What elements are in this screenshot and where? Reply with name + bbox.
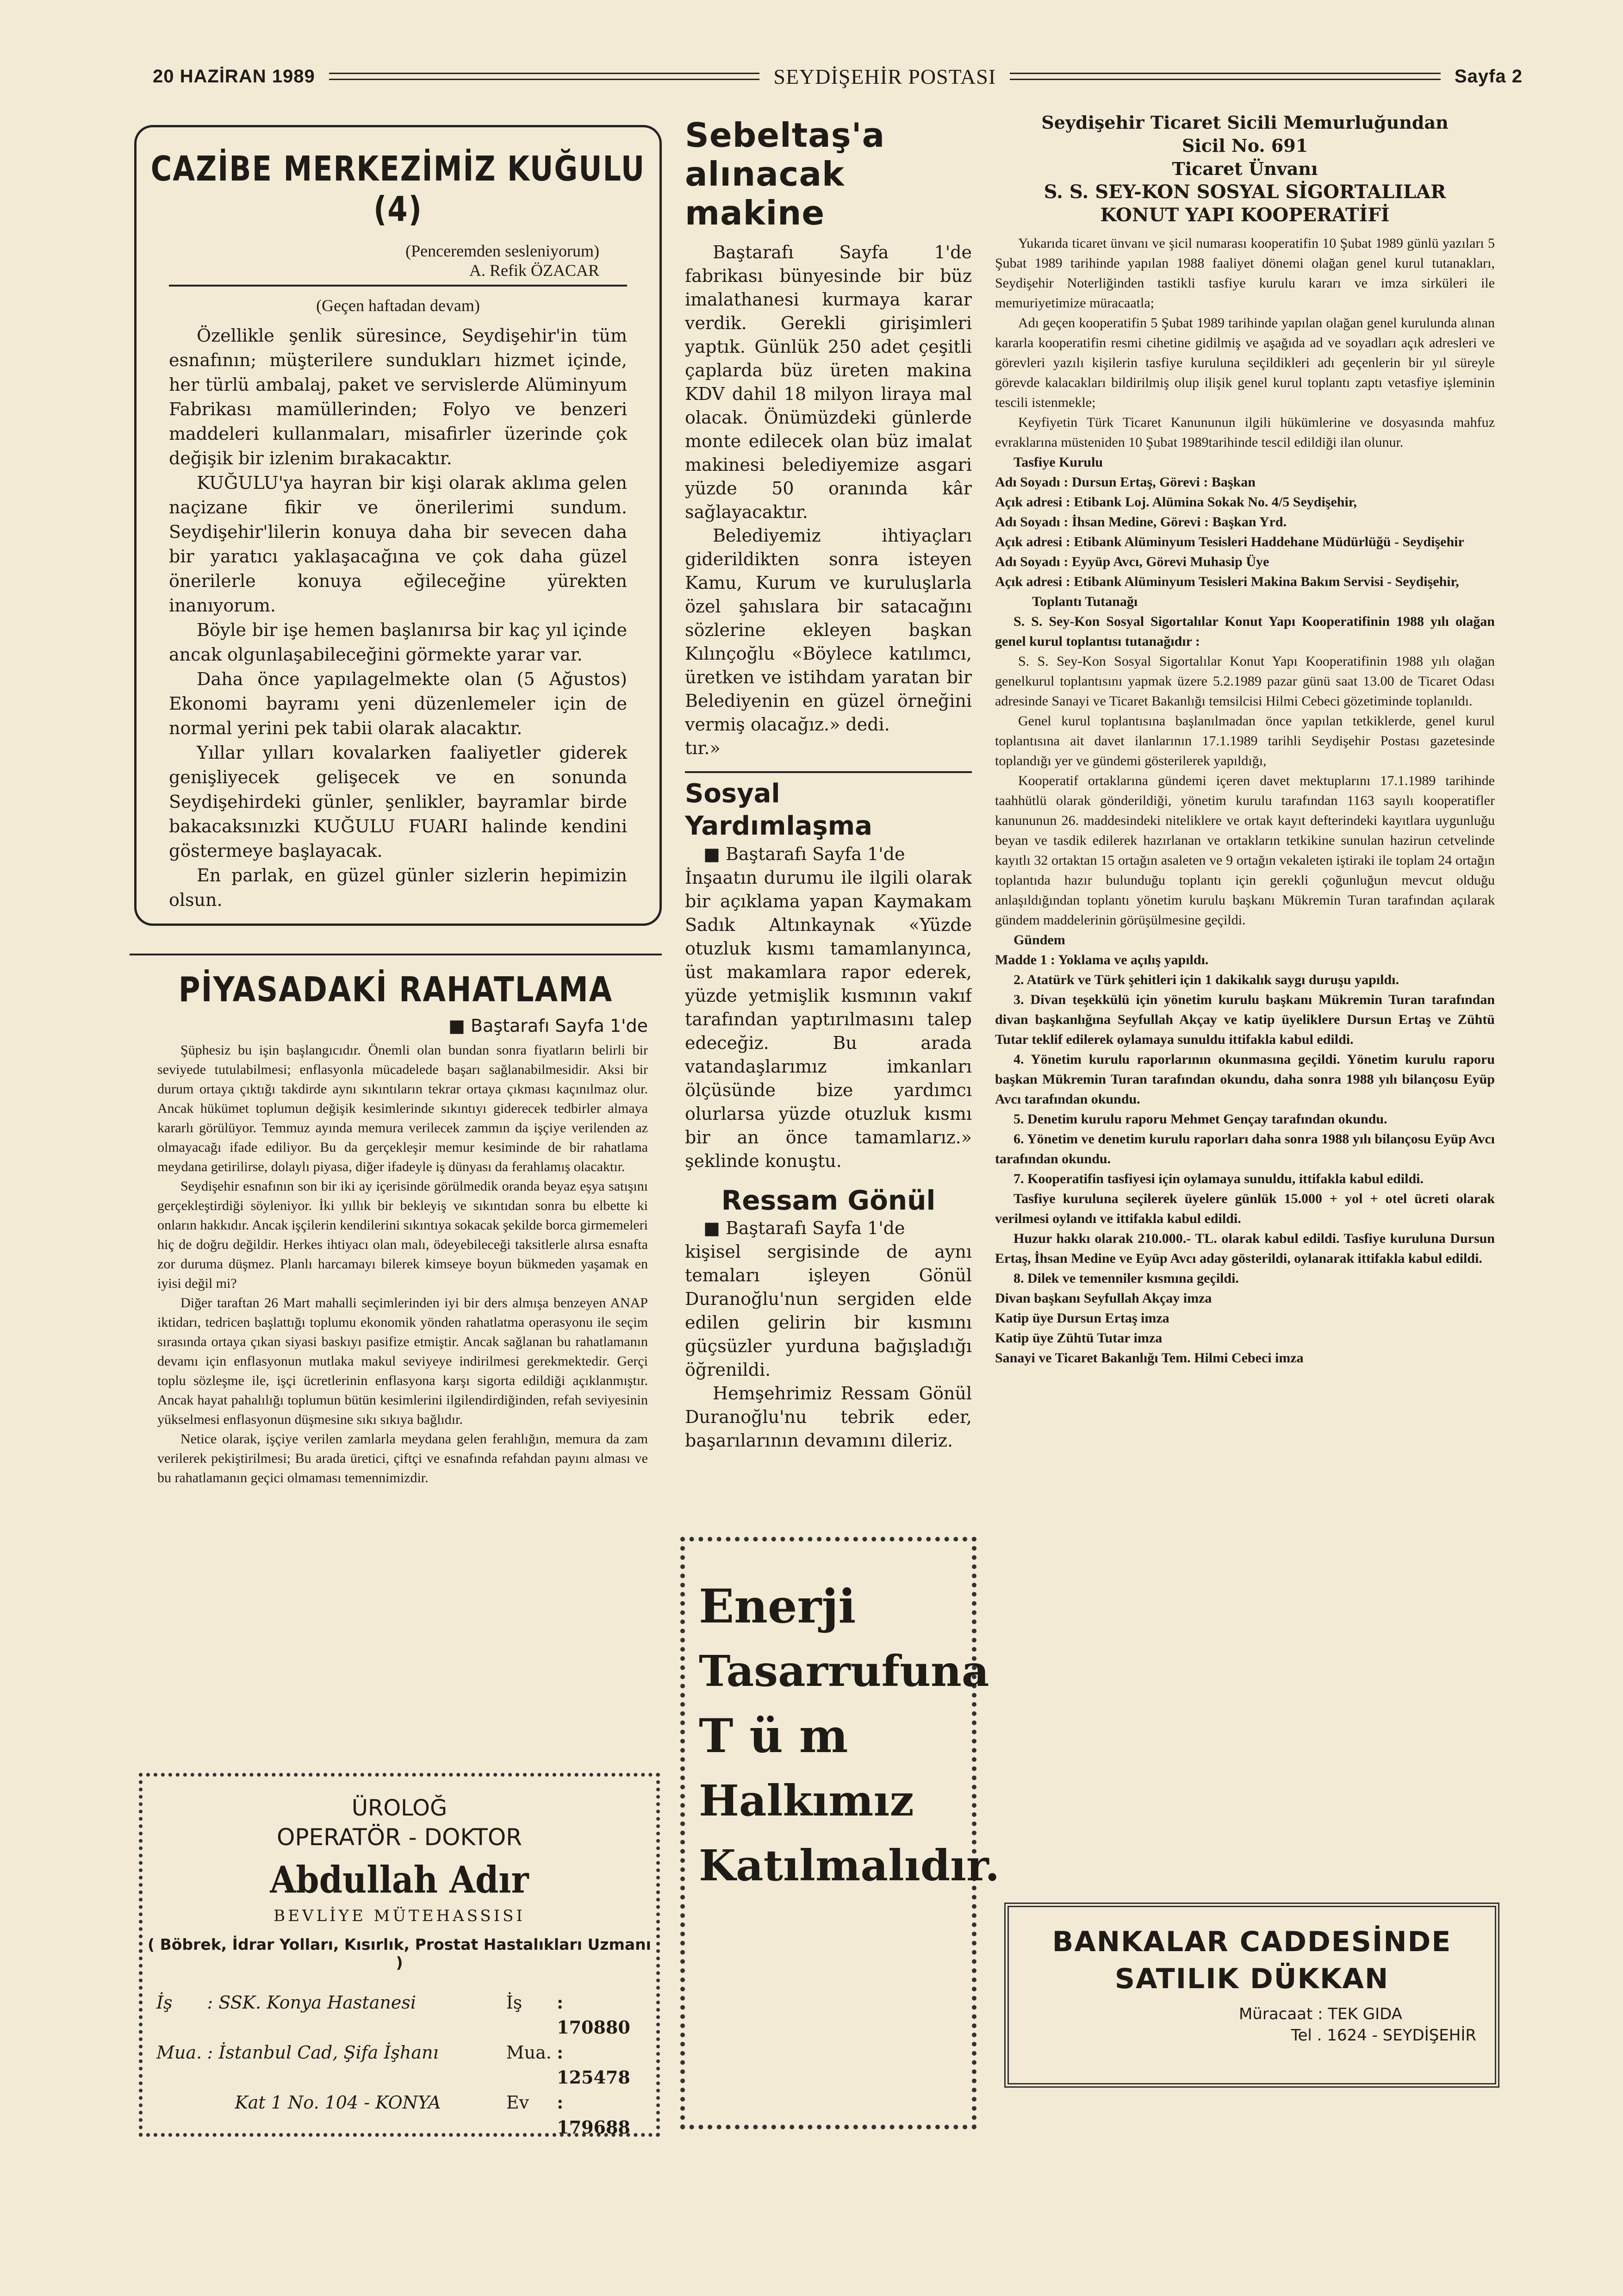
sosyal-body: ■ Baştarafı Sayfa 1'de İnşaatın durumu ile ilgili olarak bir açıklama yapan Kaymakam Sadık Altınkaynak «Yüzde otuzluk kısmı tamamlanyınca, üst makamlara rapor ederek, yüzde yetmişlik kısmının vakıf tarafından yaptırılmasını talep edeceğiz. Bu arada vatandaşlarımız imkanları ölçüsünde bize yardımcı olurlarsa yüzde otuzluk kısmı bir an önce tamamlarız.» şeklinde konuştu.: [685, 842, 972, 1173]
registry-title-3: Ticaret Ünvanı: [1172, 158, 1318, 179]
page-header: [153, 60, 1523, 93]
paragraph: Yıllar yılları kovalarken faaliyetler giderek genişliyecek gelişecek ve en sonunda Seydişehirdeki günler, şenlikler, bayramlar birde bakacaksınızki KUĞULU FUARI halinde kendini göstermeye başlayacak.: [169, 742, 627, 861]
cazibe-continued: (Geçen haftadan devam): [316, 296, 480, 315]
bold-line: Açık adresi : Etibank Loj. Alümina Sokak No. 4/5 Seydişehir,: [995, 494, 1357, 510]
paragraph: Baştarafı Sayfa 1'de fabrikası bünyesinde bir büz imalathanesi kurmaya karar verdik. Gerekli girişimleri yaptık. Günlük 250 adet çeşitli çaplarda büz üreten makina KDV dahil 18 milyon liraya mal olacak. Önümüzdeki günlerde monte edilecek olan büz imalat makinesi belediyemize asgari yüzde 50 oranında kâr sağlayacaktır.: [685, 242, 972, 522]
bold-line: Toplantı Tutanağı: [1032, 594, 1138, 609]
issue-date: 20 HAZİRAN 1989: [153, 66, 315, 87]
registry-body: [995, 233, 1495, 1368]
registry-title-2: Sicil No. 691: [1181, 135, 1308, 156]
contact-row: İş : SSK. Konya Hastanesi İş : 170880: [156, 1992, 630, 2038]
sosyal-title: Sosyal Yardımlaşma: [685, 779, 872, 841]
paragraph: S. S. Sey-Kon Sosyal Sigortalılar Konut Yapı Kooperatifinin 1988 yılı olağan genelkurul toplantısını yapmak üzere 5.2.1989 pazar günü saat 13.00 de Ticaret Odası adresinde Sanayi ve Ticaret Bakanlığı temsilcisi Hilmi Cebeci gözetiminde toplanıldı.: [995, 654, 1495, 709]
doctor-title: BEVLİYE MÜTEHASSISI: [274, 1907, 525, 1925]
paragraph: Kooperatif ortaklarına gündemi içeren davet mektuplarını 17.1.1989 tarihinde taahhütlü olarak gönderildiği, yönetim kurulu tarafından 1163 sayılı kooperatifler kanununun 26. maddesindeki niteliklere ve ortak kayıt defterindeki kayıtlara uygunluğu beyan ve tasdik edilerek hazırlanan ve ortakların tetkikine sunulan hazirun cetvelinde kayıtlı 32 ortaktan 15 ortağın asaleten ve 9 ortağın vekaleten iştiraki ile toplam 24 ortağın toplantıda hazır bulunduğu toplantı için gerekli çoğunluğun mevcut olduğu anlaşıldığından toplantı yönetim kurulu başkanı Mükremin Turan tarafından açılarak gündem maddelerinin görüşülmesine geçildi.: [995, 773, 1495, 928]
paragraph: Belediyemiz ihtiyaçları giderildikten sonra isteyen Kamu, Kurum ve kuruluşlarla özel şahıslara bir satacağını sözlerine ekleyen başkan Kılınçoğlu «Böylece katılımcı, üretken ve istihdam yaratan bir Belediyenin en güzel örneğini vermiş olacağız.» dedi.: [685, 525, 972, 735]
signature: Katip üye Zühtü Tutar imza: [995, 1330, 1163, 1346]
contact-table: [156, 1990, 642, 2140]
urolog-line1: ÜROLOĞ: [351, 1795, 448, 1821]
agenda-item: Madde 1 : Yoklama ve açılış yapıldı.: [995, 952, 1209, 967]
agenda-item: Tasfiye kuruluna seçilerek üyelere günlük 15.000 + yol + otel ücreti olarak verilmesi oylandı ve ittifakla kabul edildi.: [995, 1191, 1495, 1226]
bold-line: Tasfiye Kurulu: [1014, 455, 1103, 470]
paragraph: Netice olarak, işçiye verilen zamlarla meydana gelen ferahlığın, memura da zam verilerek pekiştirilmesi; Bu arada üretici, çiftçi ve esnafında refahdan payını alması ve bu rahatlamanın geçici olmaması temennimizdir.: [157, 1431, 648, 1485]
cazibe-title: CAZİBE MERKEZİMİZ KUĞULU (4): [150, 148, 646, 230]
signature: Divan başkanı Seyfullah Akçay imza: [995, 1291, 1212, 1306]
bold-line: S. S. Sey-Kon Sosyal Sigortalılar Konut Yapı Kooperatifinin 1988 yılı olağan genel kurul toplantısı tutanağıdır :: [995, 614, 1495, 649]
energy-line: Enerji: [699, 1579, 856, 1634]
paragraph: kişisel sergisinde de aynı temaları işleyen Gönül Duranoğlu'nun sergiden elde edilen gelirin bir kısmını güçsüzler yurduna bağışladığı öğrenildi.: [685, 1242, 972, 1380]
header-rule-right: [1010, 73, 1441, 80]
bold-line: Adı Soyadı : İhsan Medine, Görevi : Başkan Yrd.: [995, 514, 1287, 530]
shop-ad-contact1: Müracaat : TEK GIDA: [1238, 2005, 1402, 2023]
paragraph: tır.»: [685, 738, 721, 758]
paragraph: Adı geçen kooperatifin 5 Şubat 1989 tarihinde yapılan olağan genel kurulunda alınan kararla kooperatifin resmi cihetine gidilmiş ve aşağıda ad ve soyadları açık adresleri ve görevleri yazılı kişilerin tasfiye kuruluna seçildikleri adı geçenlerin bir yıl süreyle görevde kalacakları bildirilmiş olup ilişik genel kurul toplantı zaptı vetasfiye işleminin tescili istenmekle;: [995, 315, 1495, 410]
registry-title-1: Seydişehir Ticaret Sicili Memurluğundan: [1041, 112, 1449, 133]
paragraph: Genel kurul toplantısına başlanılmadan önce yapılan tetkiklerde, genel kurul toplantısına ait davet ilanlarının 17.1.1989 tarihli Seydişehir Postası gazetesinde toplandığı yer ve gündemi gösterilerek yapıldığı,: [995, 713, 1495, 768]
doctor-name: Abdullah Adır: [270, 1858, 529, 1902]
paragraph: Böyle bir işe hemen başlanırsa bir kaç yıl içinde ancak olgunlaşabileceğini görmekte yarar var.: [169, 620, 627, 665]
sebeltas-title-2: alınacak makine: [685, 155, 845, 232]
energy-ad: [680, 1537, 1000, 2129]
paragraph: Seydişehir esnafının son bir iki ay içerisinde görülmedik oranda beyaz eşya satışını gerçekleştirdiği söyleniyor. İki yıllık bir bekleyiş ve sıkıntıdan sonra bu elbette ki onların hakkıdır. Ancak işçilerin kendilerini sıkıntıya sokacak şekilde borca girmemeleri hiç de doğru değildir. Herkes ihtiyacı olan malı, ödeyebileceği taksitlerle alırsa esnafta zor duruma düşmez. Planlı harcamayı bilerek kimseye boyun bükmeden yaşamak en iyisi değil mi?: [157, 1179, 648, 1291]
agenda-item: 7. Kooperatifin tasfiyesi için oylamaya sunuldu, ittifakla kabul edildi.: [1014, 1171, 1424, 1186]
energy-line: Halkımız: [699, 1776, 914, 1826]
doctor-specialty: ( Böbrek, İdrar Yolları, Kısırlık, Prostat Hastalıkları Uzmanı ): [148, 1935, 651, 1972]
piyasa-body: [130, 1041, 662, 1488]
paragraph: En parlak, en güzel günler sizlerin hepimizin olsun.: [169, 865, 627, 910]
agenda-item: 4. Yönetim kurulu raporlarının okunmasına geçildi. Yönetim kurulu raporu başkan Mükremin Turan tarafından okundu, daha sonra 1988 yılı bilançosu Eyüp Avcı tarafından okundu.: [995, 1052, 1495, 1107]
cazibe-body: [169, 324, 627, 912]
energy-line: T ü m: [699, 1709, 848, 1763]
sebeltas-title-1: Sebeltaş'a: [685, 116, 885, 155]
signature: Katip üye Dursun Ertaş imza: [995, 1310, 1169, 1326]
paragraph: Keyfiyetin Türk Ticaret Kanununun ilgili hükümlerine ve dosyasında mahfuz evraklarına müsteniden 10 Şubat 1989tarihinde tescil edildiği ilan olunur.: [995, 415, 1495, 450]
agenda-item: 8. Dilek ve temenniler kısmına geçildi.: [1014, 1271, 1239, 1286]
agenda-item: 3. Divan teşekkülü için yönetim kurulu başkanı Mükremin Turan tarafından divan başkanlığına Seyfullah Akçay ve katip üyeliklere Dursun Ertaş ve Zühtü Tutar teklif edilerek oylamaya sunuldu ittifakla kabul edildi.: [995, 992, 1495, 1047]
sebeltas-body: [685, 241, 972, 760]
energy-line: Katılmalıdır.: [699, 1841, 1000, 1890]
shop-ad-line1: BANKALAR CADDESİNDE: [1052, 1926, 1452, 1958]
registry-title-4: S. S. SEY-KON SOSYAL SİGORTALILAR KONUT YAPI KOOPERATİFİ: [1044, 181, 1446, 226]
agenda-item: Gündem: [1014, 932, 1065, 948]
cazibe-article-box: [134, 125, 662, 926]
registry-announcement: [995, 111, 1495, 1879]
cazibe-author: A. Refik ÖZACAR: [469, 261, 599, 280]
shop-ad-contact2: Tel . 1624 - SEYDİŞEHİR: [1291, 2026, 1476, 2045]
energy-line: Tasarrufuna: [699, 1646, 989, 1696]
divider: [685, 771, 972, 773]
paragraph: KUĞULU'ya hayran bir kişi olarak aklıma gelen naçizane fikir ve önerilerimi sundum. Seydişehir'lilerin konuya daha bir sevecen daha bir yaratıcı yaklaşacağına ve çok daha güzel önerilerle konuya eğileceğine yürekten inanıyorum.: [169, 473, 627, 616]
bold-line: Açık adresi : Etibank Alüminyum Tesisleri Haddehane Müdürlüğü - Seydişehir: [995, 534, 1464, 549]
bold-line: Açık adresi : Etibank Alüminyum Tesisleri Makina Bakım Servisi - Seydişehir,: [995, 574, 1459, 589]
agenda-item: 2. Atatürk ve Türk şehitleri için 1 dakikalık saygı duruşu yapıldı.: [1014, 972, 1399, 987]
contact-row: Kat 1 No. 104 - KONYA Ev : 179688: [235, 2092, 630, 2138]
shop-for-sale-ad: [1004, 1903, 1499, 2088]
paragraph: Diğer taraftan 26 Mart mahalli seçimlerinden iyi bir ders almışa benzeyen ANAP iktidarı, tedricen başlattığı toplumu ekonomik yönden rahatlatma operasyonu ile seçim sırasında ortaya çıkan siyasi baskıyı pasifize etmiştir. Ancak sağlanan bu rahatlamanın devamı için enflasyonun mutlaka makul seviyeye indirilmesi gerekmektedir. Gerçi toplu sözleşme ile, işçi ücretlerinin enflasyona karşı sigorta edildiği açıklanmıştır. Ancak hayat pahalılığı toplumun bütün kesimlerini ilgilendirdiğinden, refah seviyesinin yükselmesi enflasyonun düşmesine sıkı sıkıya bağlıdır.: [157, 1295, 648, 1427]
paragraph: Hemşehrimiz Ressam Gönül Duranoğlu'nu tebrik eder, başarılarının devamını dileriz.: [685, 1383, 972, 1451]
header-rule-left: [329, 73, 760, 80]
divider: [169, 285, 627, 287]
shop-ad-contact: [1009, 2003, 1495, 2046]
page-number: Sayfa 2: [1454, 66, 1523, 87]
bold-line: Adı Soyadı : Eyyüp Avcı, Görevi Muhasip Üye: [995, 554, 1269, 569]
paragraph: Şüphesiz bu işin başlangıcıdır. Önemli olan bundan sonra fiyatların belirli bir seviyede tutulabilmesi; enflasyonla mücadelede başarı sağlanabilmesidir. Aksi bir durum ortaya çıktığı takdirde aynı sıkıntıların tekrar ortaya çıkması kaçınılmaz olur. Ancak hükümet toplumun değişik kesimlerinde sıkıntıyı giderecek tedbirler almaya kararlı görülüyor. Temmuz ayında memura verilecek zammın da işçiye verilenden az olmayacağı ifade ediliyor. Bu da gerçekleşir memur kesiminde de bir rahatlama meydana getirilirse, dolaylı piyasa, diğer ifadeyle iş dünyası da ferahlamış olacaktır.: [157, 1042, 648, 1174]
bold-line: Adı Soyadı : Dursun Ertaş, Görevi : Başkan: [995, 474, 1256, 490]
urolog-line2: OPERATÖR - DOKTOR: [276, 1824, 522, 1851]
agenda-item: 5. Denetim kurulu raporu Mehmet Gençay tarafından okundu.: [1014, 1111, 1387, 1127]
paragraph: İnşaatın durumu ile ilgili olarak bir açıklama yapan Kaymakam Sadık Altınkaynak «Yüzde otuzluk kısmı tamamlanyınca, üst makamlara rapor ederek, yüzde yetmişlik kısmının vakıf tarafından yaptırılmasını talep edeceğiz. Bu arada vatandaşlarımız imkanları ölçüsünde bize yardımcı olurlarsa yüzde otuzluk kısmı bir an önce tamamlarız.» şeklinde konuştu.: [685, 867, 972, 1171]
agenda-item: 6. Yönetim ve denetim kurulu raporları daha sonra 1988 yılı bilançosu Eyüp Avcı tarafından okundu.: [995, 1131, 1495, 1167]
signature: Sanayi ve Ticaret Bakanlığı Tem. Hilmi Cebeci imza: [995, 1350, 1304, 1366]
agenda-item: Huzur hakkı olarak 210.000.- TL. olarak kabul edildi. Tasfiye kuruluna Dursun Ertaş, İhsan Medine ve Eyüp Avcı aday gösterildi, oylanarak ittifakla kabul edildi.: [995, 1231, 1495, 1266]
piyasa-lead: ■ Baştarafı Sayfa 1'de: [130, 1016, 662, 1036]
piyasa-article: [130, 954, 662, 1738]
middle-column: [685, 111, 972, 1477]
newspaper-name: SEYDİŞEHİR POSTASI: [773, 64, 996, 88]
contact-row: Mua. : İstanbul Cad, Şifa İşhanı Mua. : 125478: [156, 2042, 630, 2088]
paragraph: Daha önce yapılagelmekte olan (5 Ağustos) Ekonomi bayramı yeni düzenlemeler için de normal yerini pek tabii olarak alacaktır.: [169, 669, 627, 738]
urolog-ad: [139, 1773, 660, 2137]
cazibe-subtitle: (Penceremden sesleniyorum): [405, 242, 599, 260]
ressam-title: Ressam Gönül: [721, 1185, 936, 1216]
paragraph: Yukarıda ticaret ünvanı ve şicil numarası kooperatifin 10 Şubat 1989 günlü yazıları 5 Şubat 1989 tarihinde yapılan 1988 faaliyet dönemi olağan genel kurul tutanakları, Seydişehir Noterliğinden tastikli tasfiye kurulu kararı ve imza sirküleri ile memuriyetimize müracaatla;: [995, 236, 1495, 311]
paragraph: Özellikle şenlik süresince, Seydişehir'in tüm esnafının; müşterilere sundukları hizmet içinde, her türlü ambalaj, paket ve servislerde Alüminyum Fabrikası mamüllerinden; Folyo ve benzeri maddeleri kullanmaları, misafirler üzerinde çok değişik bir izlenim bırakacaktır.: [169, 325, 627, 468]
piyasa-title: PİYASADAKİ RAHATLAMA: [178, 970, 613, 1010]
shop-ad-line2: SATILIK DÜKKAN: [1114, 1963, 1389, 1995]
ressam-body: ■ Baştarafı Sayfa 1'de kişisel sergisinde de aynı temaları işleyen Gönül Duranoğlu'nun sergiden elde edilen gelirin bir kısmını güçsüzler yurduna bağışladığı öğrenildi. Hemşehrimiz Ressam Gönül Duranoğlu'nu tebrik eder, başarılarının devamını dileriz.: [685, 1217, 972, 1453]
